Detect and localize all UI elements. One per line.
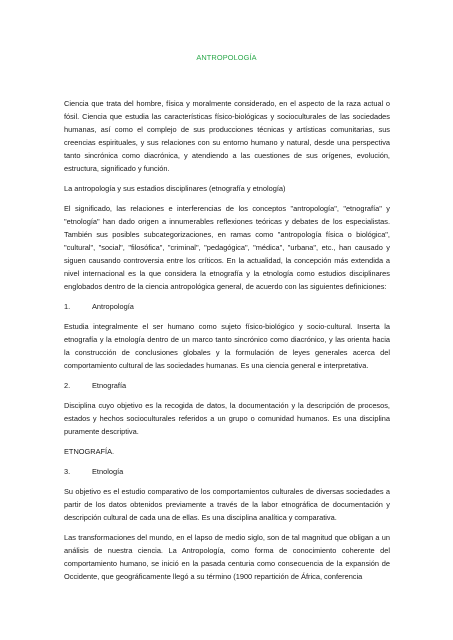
paragraph-etnografia: Disciplina cuyo objetivo es la recogida de datos, la documentación y la descripción de procesos, estados y hechos socioculturales referidos a un grupo o comunidad humanos. Es una disciplina puramente descriptiva. (64, 401, 390, 436)
paragraph-antropologia: Estudia integralmente el ser humano como sujeto físico-biológico y socio-cultural. Inserta la etnografía y la etnología dentro de un marco tanto sincrónico como diacrónico, y las orienta hacia la construcción de conclusiones globales y la formulación de leyes generales acerca del comportamiento cultural de las sociedades humanas. Es una ciencia general e interpretativa. (64, 322, 390, 370)
item-label: Antropología (92, 302, 134, 311)
numbered-item-etnografia (64, 379, 390, 392)
section-heading-etnografia: ETNOGRAFÍA. (64, 447, 115, 456)
document-body (64, 97, 390, 590)
numbered-item-etnologia (64, 465, 390, 478)
item-number: 2. (64, 381, 71, 390)
paragraph-concepts: El significado, las relaciones e interferencias de los conceptos "antropología", "etnografía" y "etnología" han dado origen a innumerables reflexiones teóricas y debates de los especialistas. También sus posibles subcategorizaciones, en ramas como "antropología física o biológica", "cultural", "social", "filosófica", "criminal", "pedagógica", "médica", "urbana", etc., han causado y siguen causando controversia entre los críticos. En la actualidad, la concepción más extendida a nivel internacional es la que considera la etnografía y la etnología como estudios disciplinares englobados dentro de la ciencia antropológica general, de acuerdo con las siguientes definiciones: (64, 204, 390, 291)
paragraph-transformaciones: Las transformaciones del mundo, en el lapso de medio siglo, son de tal magnitud que obligan a un análisis de nuestra ciencia. La Antropología, como forma de conocimiento coherente del comportamiento humano, se inició en la pasada centuria como consecuencia de la expansión de Occidente, que geográficamente llegó a su término (1900 repartición de África, conferencia (64, 533, 390, 581)
page-title: ANTROPOLOGÍA (196, 53, 257, 62)
item-number: 1. (64, 302, 71, 311)
numbered-item-antropologia (64, 300, 390, 313)
section-heading: La antropología y sus estadios disciplinares (etnografía y etnología) (64, 184, 286, 193)
paragraph-definition: Ciencia que trata del hombre, física y moralmente considerado, en el aspecto de la raza actual o fósil. Ciencia que estudia las características físico-biológicas y socioculturales de las sociedades humanas, así como el complejo de sus producciones técnicas y artísticas comunitarias, sus creencias espirituales, y sus relaciones con su entorno humano y natural, desde una perspectiva tanto sincrónica como diacrónica, y atendiendo a las cuestiones de sus orígenes, evolución, estructura, significado y función. (64, 99, 390, 173)
item-label: Etnografía (92, 381, 127, 390)
item-label: Etnología (92, 467, 124, 476)
item-number: 3. (64, 467, 71, 476)
paragraph-etnologia: Su objetivo es el estudio comparativo de los comportamientos culturales de diversas sociedades a partir de los datos obtenidos previamente a través de la labor etnográfica de documentación y descripción cultural de cada una de ellas. Es una disciplina analítica y comparativa. (64, 487, 390, 522)
